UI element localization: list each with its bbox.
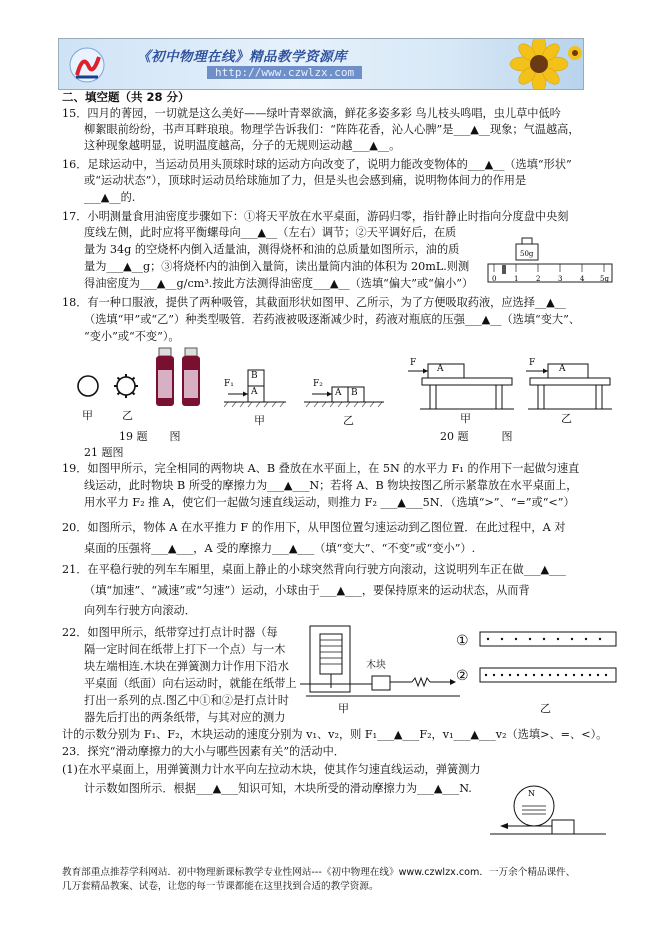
text-line: 量为___▲__g；③将烧杯内的油倒入量筒，读出量筒内油的体积为 20mL.则测 — [84, 260, 470, 273]
fig19-force-f2: F₂ — [313, 379, 323, 389]
text-line: 这种现象越明显，说明温度越高，分子的无规则运动越___▲__。 — [84, 139, 401, 152]
fig20-jia — [408, 364, 514, 409]
fig-label-jia: 甲 — [82, 409, 93, 422]
header-banner — [58, 38, 584, 90]
banner-title: 《初中物理在线》精品教学资源库 — [137, 49, 347, 65]
svg-text:0: 0 — [492, 275, 497, 283]
tape-2-label: ② — [456, 668, 469, 684]
fig19-force-f1: F₁ — [224, 379, 234, 389]
text-line: 器先后打出的两条纸带，与其对应的测力 — [84, 711, 286, 724]
svg-text:1: 1 — [514, 275, 519, 283]
text-line: 块左端相连.木块在弹簧测力计作用下沿水 — [84, 660, 289, 673]
spring-scale-figure — [488, 776, 608, 842]
fig21-caption: 21 题图 — [84, 446, 124, 459]
text-line: ___▲__的. — [84, 191, 136, 204]
fig20-force: F — [410, 358, 417, 368]
text-line: 计示数如图所示．根据___▲___知识可知，木块所受的滑动摩擦力为___▲___N. — [84, 782, 472, 795]
text-line: 隔一定时间在纸带上打下一个点）与一木 — [84, 643, 286, 656]
text-line: (1)在水平桌面上，用弹簧测力计水平向左拉动木块，使其作匀速直线运动，弹簧测力 — [62, 763, 481, 776]
section-title: 二、填空题（共 28 分） — [62, 90, 190, 104]
straw-gear — [114, 374, 138, 398]
text-line: （填“加速”、“减速”或“匀速”）运动，小球由于___▲___，要保持原来的运动状态，从而背 — [84, 584, 530, 597]
fig19-yi-block-a: A — [335, 388, 342, 398]
text-line: 23．探究“滑动摩擦力的大小与哪些因素有关”的活动中． — [62, 745, 345, 758]
text-line: 20．如图所示，物体 A 在水平推力 F 的作用下，从甲图位置匀速运动到乙图位置．在此过程中，A 对 — [62, 521, 566, 534]
footer-line-2: 几万套精品教案、试卷，让您的每一节课都能在这里找到合适的教学资源。 — [62, 881, 379, 892]
text-line: 18．有一种口服液，提供了两种吸管，其截面形状如图甲、乙所示，为了方便吸取药液，应选择__▲__ — [62, 296, 566, 309]
text-line: 用水平力 F₂ 推 A，使它们一起做匀速直线运动，则推力 F₂ ___▲___5N．（选填“>”、“=”或“<”） — [84, 496, 575, 509]
text-line: “变小”或“不变”）。 — [84, 330, 180, 343]
fig19-yi-label: 乙 — [343, 414, 354, 427]
fig20-yi-label: 乙 — [561, 412, 572, 425]
fig20-block-a: A — [437, 364, 444, 374]
fig20-yi — [526, 364, 612, 409]
fig19-yi — [304, 387, 384, 407]
svg-text:4: 4 — [580, 275, 585, 283]
text-line: （选填“甲”或“乙”）种类型吸管．若药液被吸逐渐减少时，药液对瓶底的压强___▲__（选填“变大”、 — [84, 313, 581, 326]
text-line: 线运动，此时物块 B 所受的摩擦力为___▲___N；若将 A、B 物块按图乙所示紧靠放在水平桌面上， — [84, 479, 578, 492]
text-line: 22．如图甲所示，纸带穿过打点计时器（每 — [62, 626, 278, 639]
fig20-jia-label: 甲 — [460, 412, 471, 425]
svg-text:N: N — [528, 789, 535, 798]
text-line: 度线左侧，此时应将平衡螺母向___▲__（左右）调节；②天平调好后，在质 — [84, 226, 457, 239]
svg-text:3: 3 — [558, 275, 563, 283]
text-line: 向列车行驶方向滚动． — [84, 604, 196, 617]
text-line: 或“运动状态”），顶球时运动员给球施加了力，但是头也会感到痛，说明物体间力的作用是 — [84, 174, 527, 187]
balance-scale-figure — [486, 236, 616, 286]
fig20-yi-force: F — [529, 358, 536, 368]
text-line: 柳絮眼前纷纷，书声耳畔琅琅。物理学告诉我们：“阵阵花香，沁人心脾”是___▲__现象；气温越高， — [84, 123, 580, 136]
text-line: 打出一系列的点.图乙中①和②是打点计时 — [84, 694, 289, 707]
text-line: 15．四月的菁园，一切就是这么美好——绿叶青翠欲滴，鲜花多姿多彩 鸟儿枝头鸣唱，虫儿草中低吟 — [62, 107, 561, 120]
text-line: 桌面的压强将___▲___，A 受的摩擦力___▲___（填“变大”、“不变”或“变小”）. — [84, 542, 476, 555]
text-line: 21．在平稳行驶的列车车厢里，桌面上静止的小球突然背向行驶方向滚动，这说明列车正在做___▲___ — [62, 563, 566, 576]
sunflower-icon — [479, 39, 583, 89]
straw-circle — [78, 376, 98, 396]
fig19-jia-label: 甲 — [254, 414, 265, 427]
fig19-block-a: A — [251, 387, 258, 397]
text-line: 量为 34g 的空烧杯内倒入适量油，测得烧杯和油的总质量如图所示，油的质 — [84, 243, 460, 256]
medicine-bottles — [156, 348, 200, 406]
fig22-jia-label: 甲 — [338, 702, 349, 715]
fig20-yi-block-a: A — [559, 364, 566, 374]
logo-icon — [67, 45, 107, 85]
wood-block-label: 木块 — [366, 660, 386, 671]
text-line: 16．足球运动中，当运动员用头顶球时球的运动方向改变了，说明力能改变物体的___▲__（选填“形状” — [62, 158, 572, 171]
fig20-caption: 20 题 图 — [440, 430, 513, 443]
fig22-yi-label: 乙 — [540, 702, 551, 715]
fig19-caption: 19 题 图 — [119, 430, 181, 443]
text-line: 平桌面（纸面）向右运动时，就能在纸带上 — [84, 677, 297, 690]
banner-url[interactable]: http://www.czwlzx.com — [207, 66, 362, 79]
tape-1-label: ① — [456, 633, 469, 649]
fig19-yi-block-b: B — [351, 388, 358, 398]
footer-line-1: 教育部重点推荐学科网站．初中物理新课标教学专业性网站---《初中物理在线》www.czwlzx.com．一万余个精品课件、 — [62, 867, 576, 878]
text-line: 17．小明测量食用油密度步骤如下：①将天平放在水平桌面，游码归零，指针静止时指向分度盘中央刻 — [62, 210, 569, 223]
svg-text:2: 2 — [536, 275, 541, 283]
svg-text:50g: 50g — [520, 250, 534, 258]
svg-text:5g: 5g — [600, 275, 609, 283]
fig19-block-b: B — [251, 371, 258, 381]
text-line: 19．如图甲所示，完全相同的两物块 A、B 叠放在水平面上，在 5N 的水平力 F₁ 的作用下一起做匀速直 — [62, 462, 580, 475]
fig-label-yi: 乙 — [122, 409, 133, 422]
text-line: 得油密度为___▲__g/cm³.按此方法测得油密度___▲__（选填“偏大”或“偏小”） — [84, 277, 474, 290]
text-line: 计的示数分别为 F₁、F₂，木块运动的速度分别为 v₁、v₂，则 F₁___▲___F₂，v₁___▲___v₂（选填>、=、<）。 — [62, 728, 608, 741]
